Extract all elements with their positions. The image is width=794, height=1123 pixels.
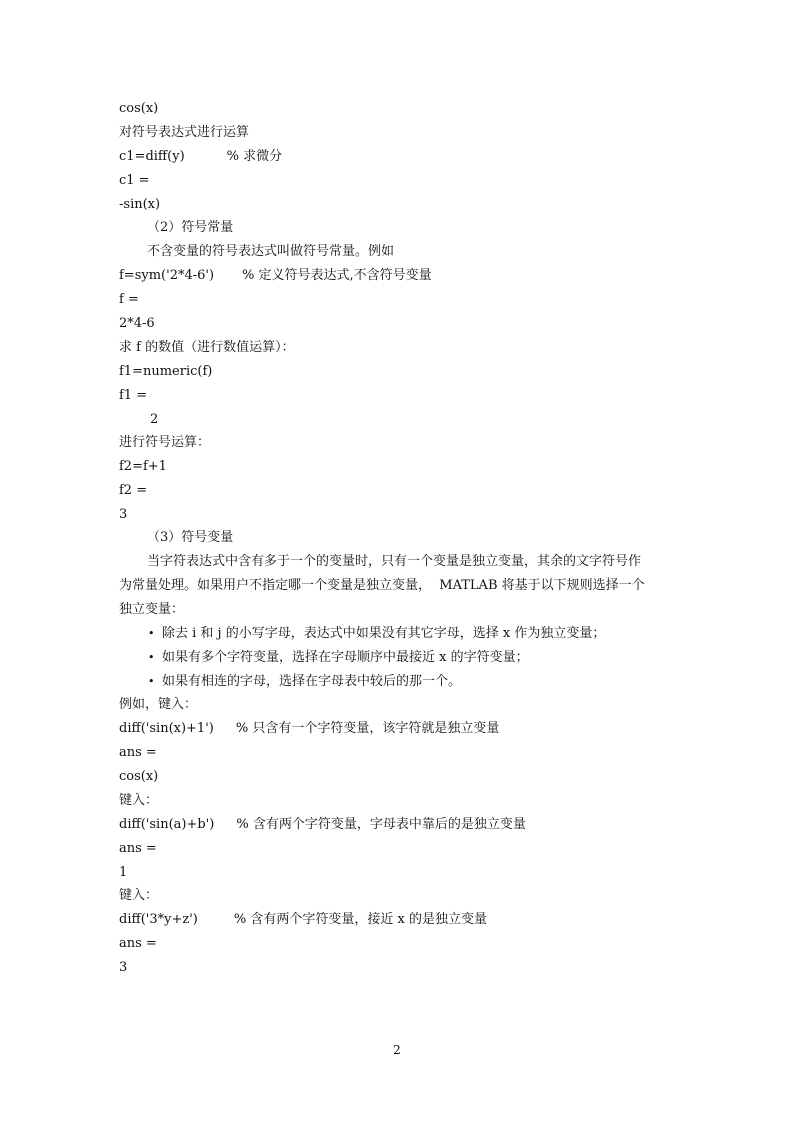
text-line: f1=numeric(f) xyxy=(119,364,213,379)
text-line: 当字符表达式中含有多于一个的变量时，只有一个变量是独立变量，其余的文字符号作 xyxy=(147,554,642,569)
list-item: 如果有多个字符变量，选择在字母顺序中最接近 x 的字符变量； xyxy=(162,650,529,665)
text-line: ans = xyxy=(119,745,157,760)
bullet-icon: • xyxy=(148,651,155,664)
list-item: 除去 i 和 j 的小写字母，表达式中如果没有其它字母，选择 x 作为独立变量； xyxy=(162,626,606,641)
text-line: 3 xyxy=(119,960,128,975)
list-item: 如果有相连的字母，选择在字母表中较后的那一个。 xyxy=(162,674,462,689)
text-line: 键入： xyxy=(119,793,159,808)
code: c1=diff(y) xyxy=(119,149,185,164)
code-line xyxy=(119,268,432,284)
text-line: 2 xyxy=(150,412,159,427)
text-line: 例如，键入： xyxy=(119,697,198,712)
text-line: 为常量处理。如果用户不指定哪一个变量是独立变量， MATLAB 将基于以下规则选择一个 xyxy=(119,578,645,593)
text-line: 求 f 的数值（进行数值运算）： xyxy=(119,340,295,355)
text-line: f = xyxy=(119,292,139,307)
code: diff('sin(a)+b') xyxy=(119,817,215,832)
code-line xyxy=(119,817,526,833)
page-number: 2 xyxy=(393,1043,401,1057)
comment: % 含有两个字符变量，接近 x 的是独立变量 xyxy=(233,912,487,927)
bullet-icon: • xyxy=(148,627,155,640)
text-line: ans = xyxy=(119,936,157,951)
comment: % 定义符号表达式,不含符号变量 xyxy=(242,268,432,283)
bullet-icon: • xyxy=(148,675,155,688)
code: diff('sin(x)+1') xyxy=(119,721,214,736)
code: diff('3*y+z') xyxy=(119,912,198,927)
comment: % 求微分 xyxy=(226,149,283,164)
comment: % 只含有一个字符变量，该字符就是独立变量 xyxy=(235,721,500,736)
text-line: cos(x) xyxy=(119,101,159,116)
section-heading: （3）符号变量 xyxy=(147,530,234,545)
text-line: 进行符号运算： xyxy=(119,435,211,450)
text-line: 键入： xyxy=(119,888,159,903)
comment: % 含有两个字符变量，字母表中靠后的是独立变量 xyxy=(236,817,526,832)
section-heading: （2）符号常量 xyxy=(147,220,234,235)
code-line xyxy=(119,912,487,928)
code-line xyxy=(119,721,499,737)
text-line: f2 = xyxy=(119,483,148,498)
text-line: 1 xyxy=(119,865,128,880)
text-line: 不含变量的符号表达式叫做符号常量。例如 xyxy=(147,244,395,259)
code-line xyxy=(119,149,282,165)
text-line: 3 xyxy=(119,507,128,522)
text-line: f1 = xyxy=(119,388,148,403)
text-line: c1 = xyxy=(119,173,150,188)
text-line: 对符号表达式进行运算 xyxy=(119,125,250,140)
text-line: 2*4-6 xyxy=(119,316,155,331)
code: f=sym('2*4-6') xyxy=(119,268,215,283)
text-line: ans = xyxy=(119,841,157,856)
text-line: -sin(x) xyxy=(119,197,161,212)
text-line: 独立变量： xyxy=(119,602,185,617)
text-line: cos(x) xyxy=(119,769,159,784)
text-line: f2=f+1 xyxy=(119,459,167,474)
